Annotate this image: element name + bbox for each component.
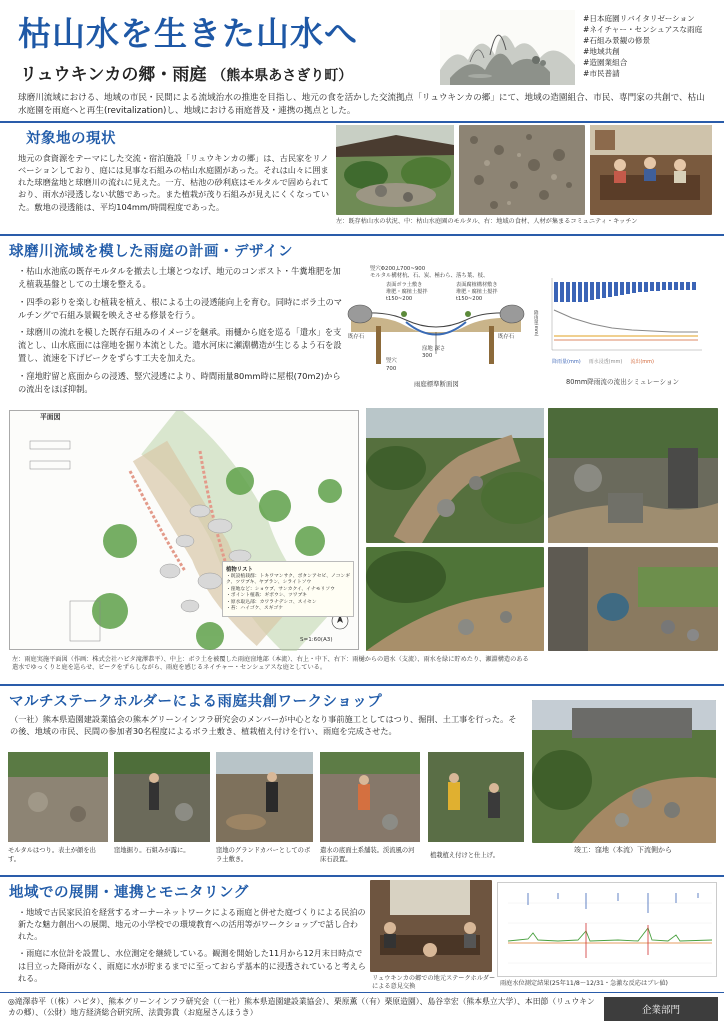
step-caption: 窪地のグランドカバーとしてのボラ土敷き。 [216, 847, 311, 863]
hashtag: #ネイチャー・センシュアスな雨庭 [583, 25, 703, 34]
monitoring-bullet: ・地域で古民家民泊を経営するオーナーネットワークによる雨庭と併せた庭づくりによる民泊の新たな魅力創出への展開、地元の小学校での環境教育への活用等がワークショップで話し合われた。 [18, 907, 366, 942]
workshop-description: （一社）熊本県造園建設業協会の熊本グリーンインフラ研究会のメンバーが中心となり事前施工としてはつり、掘削、土工事を行った。その後、地域の市民、民間の参加者30名程度によるボラ土敷き、植栽植え付けを行い、雨庭を完成させた。 [10, 714, 517, 737]
section-title-workshop: マルチステークホルダーによる雨庭共創ワークショップ [9, 694, 383, 710]
section-label-pipe: 竪穴Φ200,L700~900 モルタル構材杭、石、炭、極わら、落ち葉、枝、 [370, 266, 489, 280]
cross-section-diagram [346, 262, 526, 390]
photo-stream-bed [548, 547, 718, 651]
legend-rain: 降雨量(mm) [552, 359, 581, 365]
plant-list-item: ・窪地など：ショウブ、サンカクイ、イナモリソウ [226, 586, 335, 592]
photo-completed-garden [532, 700, 716, 843]
section-label-width: 700 [386, 366, 397, 372]
design-bullet: ・四季の彩りを楽しむ植栽を植え、根による土の浸透能向上を育む。同時にボラ土のマルチングで石組み景観を映えさせる修景を行う。 [18, 296, 343, 320]
section-title-monitoring: 地域での展開・連携とモニタリング [9, 885, 249, 901]
section-label-vertical: 竪穴 [386, 358, 397, 364]
legend-runoff: 流出(mm) [630, 359, 654, 365]
plant-list-box [222, 561, 354, 617]
intro-text: 球磨川流域における、地域の市民・民間による流域治水の推進を目指し、地元の食を活かした交流拠点「リュウキンカの郷」にて、地域の造園組合、市民、専門家の共創で、枯山水庭園を雨庭へと再生(revitalization)し、地域における雨庭普及・連携の拠点とした。 [18, 93, 705, 116]
site-description: 地元の食資源をテーマにした交流・宿泊施設「リュウキンカの郷」は、古民家をリノベーションしており、庭には見事な石組みの枯山水庭園があった。それは山々に囲まれた球磨盆地と球磨川の流れに見えた。一方、枯池の砂利底はモルタルで固められており、雨水が浸透しない状態であった。また植栽が茂り石組みが見えにくくなっていた。敷地の浸透能は、平均104mm/時間程度であった。 [18, 153, 330, 212]
hashtag: #市民普請 [583, 69, 620, 78]
page-title: 枯山水を生きた山水へ [18, 14, 358, 53]
section-label-stone-right: 既存石 [498, 334, 515, 340]
ink-landscape-painting [440, 10, 575, 85]
plan-drawing [9, 410, 359, 650]
simulation-legend [552, 358, 654, 365]
completion-caption: 竣工：窪地（本流）下流側から [574, 846, 672, 854]
design-bullet: ・窪地貯留と底面からの浸透、竪穴浸透により、時間雨量80mm時に屋根(70m2)からの流出をほぼ抑制。 [18, 371, 341, 394]
subtitle-main: リュウキンカの郷・雨庭 [20, 65, 207, 85]
hashtag: #石組み景観の修景 [583, 36, 651, 45]
meeting-caption: リュウキンカの郷での地元ステークホルダーによる意見交換 [372, 975, 496, 991]
water-level-caption: 雨庭水位測定結果(25年11/8〜12/31・急激な反応はブレ値) [500, 980, 668, 987]
hashtag: #日本庭園リバイタリゼーション [583, 14, 695, 23]
section-diagram-caption: 雨庭標準断面図 [414, 380, 459, 388]
photo-step-4 [320, 752, 420, 842]
section-title-design: 球磨川流域を模した雨庭の計画・デザイン [9, 244, 293, 260]
water-level-chart [497, 882, 717, 977]
monitoring-bullets [18, 906, 366, 989]
runoff-simulation-chart [532, 270, 718, 390]
photo-step-1 [8, 752, 108, 842]
divider [0, 234, 724, 236]
photo-downspout-stream [548, 408, 718, 543]
divider [0, 875, 724, 877]
design-bullet: ・枯山水池底の既存モルタルを撤去し土壌とつなげ、地元のコンポスト・牛糞堆肥を加え植栽基盤としての土壌を整える。 [18, 266, 341, 289]
photo-stakeholder-meeting [370, 880, 492, 972]
step-caption: 植栽植え付けと仕上げ。 [430, 852, 500, 859]
step-caption: 窪地掘り。石組みが露に。 [114, 847, 190, 854]
credits: ◎滝澤恭平（（株）ハピタ）、熊本グリーンインフラ研究会（（一社）熊本県造園建設業協会）、栗原薫（（有）栗原造園）、島谷幸宏（熊本県立大学）、本田節（リュウキンカの郷）、（公財）地方経済総合研究所、法貴弥貴（お庭屋さんほうき） [8, 997, 595, 1018]
photo-existing-garden [336, 125, 454, 215]
legend-infiltration: 雨水浸透(mm) [588, 359, 623, 365]
step-caption: 遣水の底面土系舗装。渓流風の河床石設置。 [320, 847, 415, 863]
photo-mortar-bed [459, 125, 585, 215]
section-label-stone-left: 既存石 [348, 334, 365, 340]
hashtag: #造園業組合 [583, 58, 628, 67]
photo-community-kitchen [590, 125, 712, 215]
photo-garden-overview [366, 547, 544, 651]
plant-list-item: ・苔：ハイゴケ、スギゴケ [226, 606, 284, 612]
site-photo-caption: 左：既存枯山水の状況、中：枯山水庭園のモルタル、右：地域の食材、人材が集まるコミュニティ・キッチン [336, 218, 638, 225]
divider [0, 684, 724, 686]
plan-caption: 左：雨庭実施平面図（作画：株式会社ハピタ滝澤恭平）、中上：ボラ土を被覆した雨庭窪地部（本流）、右上・中下、右下：雨樋からの遣水（支流）、雨水を緑に貯めたり、瀬淵構造のある遣水でゆっくりと庭を巡らせ、ピークをずらしながら、雨庭を感じるネイチャー・センシュアスな庭としている。 [12, 656, 529, 672]
section-label-depression: 窪地 深さ 300 [422, 346, 446, 360]
plant-list-item: ・ポイント植栽：ギボウシ、ツワブキ [226, 593, 307, 599]
photo-step-2 [114, 752, 210, 842]
plant-list-item: ・原水取込部：カワラナデシコ、スイセン [226, 599, 317, 605]
subtitle-place: （熊本県あさぎり町） [212, 68, 353, 84]
category-label: 企業部門 [641, 1005, 680, 1016]
design-bullet: ・球磨川の流れを模した既存石組みのイメージを継承。雨樋から庭を巡る「遣水」を支流とし、山水底面には窪地を掘り本流とした。遣水河床に瀬淵構造が生じるよう石を設置し、流速を下げピークをずらす工夫を加えた。 [18, 327, 342, 364]
design-bullets [18, 265, 344, 401]
plant-list-item: ・既設植栽群：トキワマンサク、ボタンアセビ、ノコンギク、ツワブキ、ヤブラン、シライトソウ [226, 574, 351, 586]
category-badge [604, 997, 718, 1021]
hashtag-list [583, 13, 723, 79]
section-label-surface: 表面ボラ土敷き 堆肥・腐植土撹拌 t150~200 [386, 282, 428, 303]
photo-step-5 [428, 752, 524, 842]
section-label-surface2: 表面腐植構材敷き 堆肥・腐植土撹拌 t150~200 [456, 282, 498, 303]
plan-scale: S=1:60(A3) [300, 637, 333, 643]
plan-title: 平面図 [40, 413, 61, 421]
divider [0, 992, 724, 993]
section-title-site: 対象地の現状 [26, 131, 116, 147]
hashtag: #地域共創 [583, 47, 620, 56]
simulation-caption: 80mm降雨流の流出シミュレーション [566, 378, 680, 386]
divider [0, 121, 724, 123]
plant-list-title: 植物リスト [226, 567, 253, 573]
page-subtitle [20, 60, 352, 85]
step-caption: モルタルはつり。表土が顔を出す。 [8, 847, 96, 863]
photo-step-3 [216, 752, 313, 842]
photo-depression-main-stream [366, 408, 544, 543]
monitoring-bullet: ・雨庭に水位計を設置し、水位測定を継続している。観測を開始した11月から12月末日時点では目立った降雨がなく、雨庭に水が貯まるまでに至っておらず基本的に浸透されていると考えられる。 [18, 948, 366, 983]
simulation-ylabel: 降雨量(mm) [533, 310, 539, 337]
